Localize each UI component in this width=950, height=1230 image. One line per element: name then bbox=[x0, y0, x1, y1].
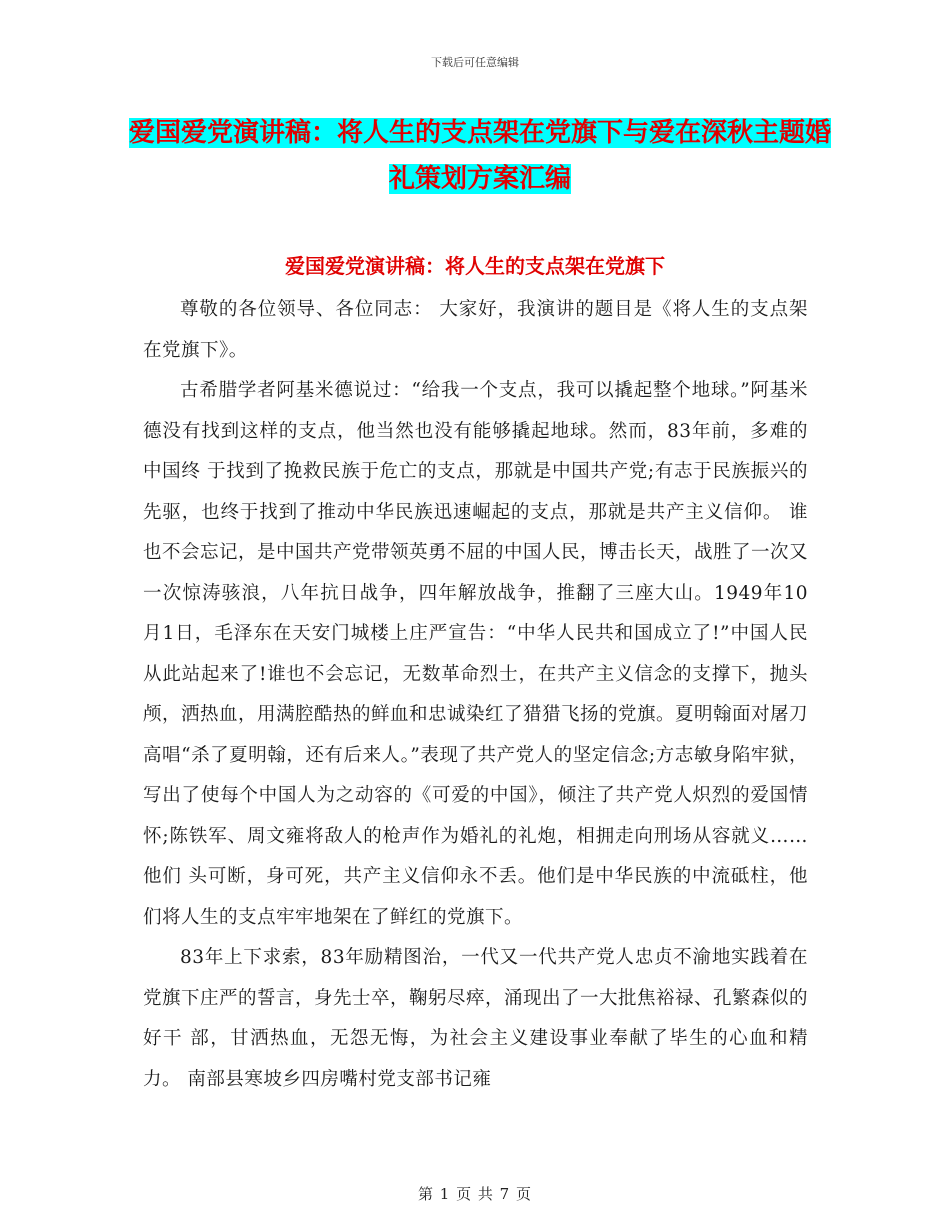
paragraph: 古希腊学者阿基米德说过：“给我一个支点，我可以撬起整个地球。”阿基米德没有找到这样的支点，他当然也没有能够撬起地球。然而，83年前，多难的中国终 于找到了挽救民族于危亡的支点，那就是中国共产党;有志于民族振兴的先驱，也终于找到了推动中华民族迅速崛起的支点，那就是共产主义信仰。 谁也不会忘记，是中国共产党带领英勇不屈的中国人民，博击长天，战胜了一次又一次惊涛骇浪，八年抗日战争，四年解放战争，推翻了三座大山。1949年10 月1日，毛泽东在天安门城楼上庄严宣告：“中华人民共和国成立了!”中国人民从此站起来了!谁也不会忘记，无数革命烈士，在共产主义信念的支撑下，抛头 颅，洒热血，用满腔酷热的鲜血和忠诚染红了猎猎飞扬的党旗。夏明翰面对屠刀高唱“杀了夏明翰，还有后来人。”表现了共产党人的坚定信念;方志敏身陷牢狱， 写出了使每个中国人为之动容的《可爱的中国》，倾注了共产党人炽烈的爱国情怀;陈铁军、周文雍将敌人的枪声作为婚礼的礼炮，相拥走向刑场从容就义……他们 头可断，身可死，共产主义信仰永不丢。他们是中华民族的中流砥柱，他们将人生的支点牢牢地架在了鲜红的党旗下。 bbox=[143, 380, 809, 928]
page-header-note: 下载后可任意编辑 bbox=[431, 56, 519, 69]
paragraph: 尊敬的各位领导、各位同志： 大家好，我演讲的题目是《将人生的支点架在党旗下》。 bbox=[143, 299, 808, 361]
page-number: 第 1 页 共 7 页 bbox=[418, 1185, 532, 1203]
paragraph: 83年上下求索，83年励精图治，一代又一代共产党人忠贞不渝地实践着在党旗下庄严的誓言，身先士卒，鞠躬尽瘁，涌现出了一大批焦裕禄、孔繁森似的好干 部，甘洒热血，无怨无悔，为社会主义建设事业奉献了毕生的心血和精力。 南部县寒坡乡四房嘴村党支部书记雍 bbox=[143, 947, 809, 1090]
document-title bbox=[120, 110, 840, 202]
section-title: 爱国爱党演讲稿：将人生的支点架在党旗下 bbox=[285, 254, 665, 278]
document-body bbox=[143, 290, 808, 1100]
document-title-text: 爱国爱党演讲稿：将人生的支点架在党旗下与爱在深秋主题婚礼策划方案汇编 bbox=[128, 118, 831, 194]
